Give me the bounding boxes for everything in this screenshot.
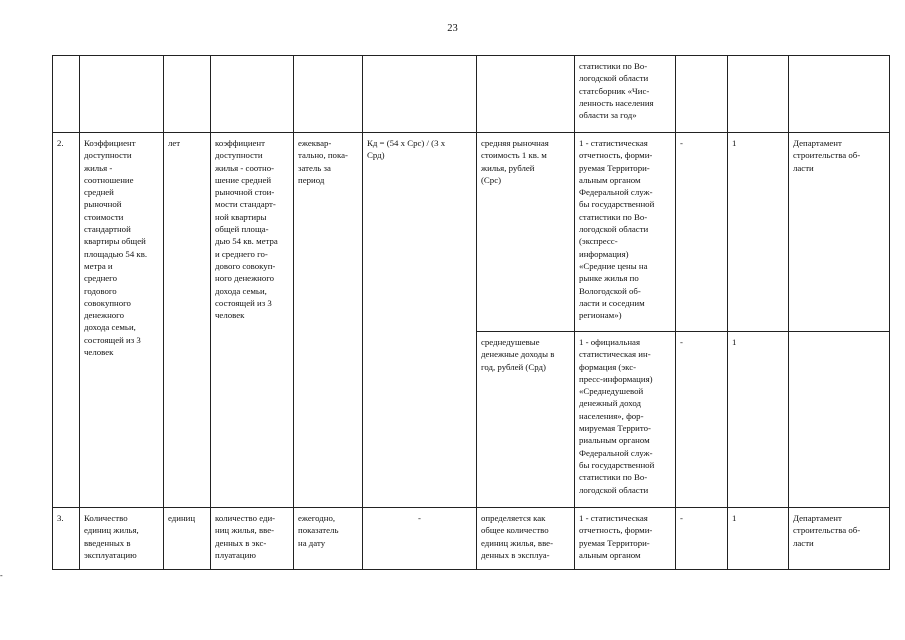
cell-empty [164, 56, 211, 133]
cell-indicator-name: Количество единиц жилья, введенных в эксплуатацию [80, 508, 164, 570]
cell-row-number: 3. [53, 508, 80, 570]
page-number: 23 [447, 23, 458, 34]
cell-data-source: 1 - статистическая отчетность, форми- руемая Территори- альным органом [575, 508, 676, 570]
cell-dash: - [676, 133, 728, 332]
cell-empty [294, 56, 363, 133]
cell-dash: - [676, 508, 728, 570]
table-row-indicator-3 [53, 508, 890, 570]
cell-variable: определяется как общее количество единиц жилья, вве- денных в эксплуа- [477, 508, 575, 570]
cell-empty [728, 56, 789, 133]
cell-code: 1 [728, 133, 789, 332]
cell-empty [53, 56, 80, 133]
cell-empty [676, 56, 728, 133]
cell-variable: средняя рыночная стоимость 1 кв. м жилья, рублей (Срс) [477, 133, 575, 332]
cell-formula: - [363, 508, 477, 570]
cell-department: Департамент строительства об- ласти [789, 133, 890, 332]
cell-data-source: статистики по Во- логодской области статсборник «Чис- ленность населения области за год» [575, 56, 676, 133]
margin-mark: - [0, 571, 3, 580]
table-row-continuation [53, 56, 890, 133]
cell-definition: коэффициент доступности жилья - соотно- шение средней рыночной стои- мости стандарт- ной квартиры общей площа- дью 54 кв. метра и среднего го- дового совокуп- ного денежного дохода семьи, состоящей из 3 человек [211, 133, 294, 508]
cell-row-number: 2. [53, 133, 80, 508]
cell-formula: Кд = (54 х Срс) / (3 х Срд) [363, 133, 477, 508]
cell-unit: единиц [164, 508, 211, 570]
cell-unit: лет [164, 133, 211, 508]
cell-periodicity: ежегодно, показатель на дату [294, 508, 363, 570]
cell-empty [80, 56, 164, 133]
cell-periodicity: ежеквар- тально, пока- затель за период [294, 133, 363, 508]
cell-code: 1 [728, 508, 789, 570]
table-row-indicator-2 [53, 133, 890, 332]
cell-definition: количество еди- ниц жилья, вве- денных в экс- плуатацию [211, 508, 294, 570]
cell-data-source: 1 - статистическая отчетность, форми- руемая Территори- альным органом Федеральной служ- бы государственной статистики по Во- логодской области (экспресс- информация) «Средние цены на рынке жилья по Вологодской об- ласти и соседним регионам») [575, 133, 676, 332]
cell-empty [363, 56, 477, 133]
cell-dash: - [676, 332, 728, 508]
cell-empty [477, 56, 575, 133]
cell-empty [789, 56, 890, 133]
cell-empty [211, 56, 294, 133]
cell-code: 1 [728, 332, 789, 508]
cell-data-source: 1 - официальная статистическая ин- формация (экс- пресс-информация) «Среднедушевой денежный доход населения», фор- мируемая Террито- риальным органом Федеральной служ- бы государственной статистики по Во- логодской области [575, 332, 676, 508]
indicator-table [52, 55, 890, 570]
cell-indicator-name: Коэффициент доступности жилья - соотношение средней рыночной стоимости стандартной квартиры общей площадью 54 кв. метра и среднего годового совокупного денежного дохода семьи, состоящей из 3 человек [80, 133, 164, 508]
cell-empty [789, 332, 890, 508]
cell-variable: среднедушевые денежные доходы в год, рублей (Срд) [477, 332, 575, 508]
cell-department: Департамент строительства об- ласти [789, 508, 890, 570]
